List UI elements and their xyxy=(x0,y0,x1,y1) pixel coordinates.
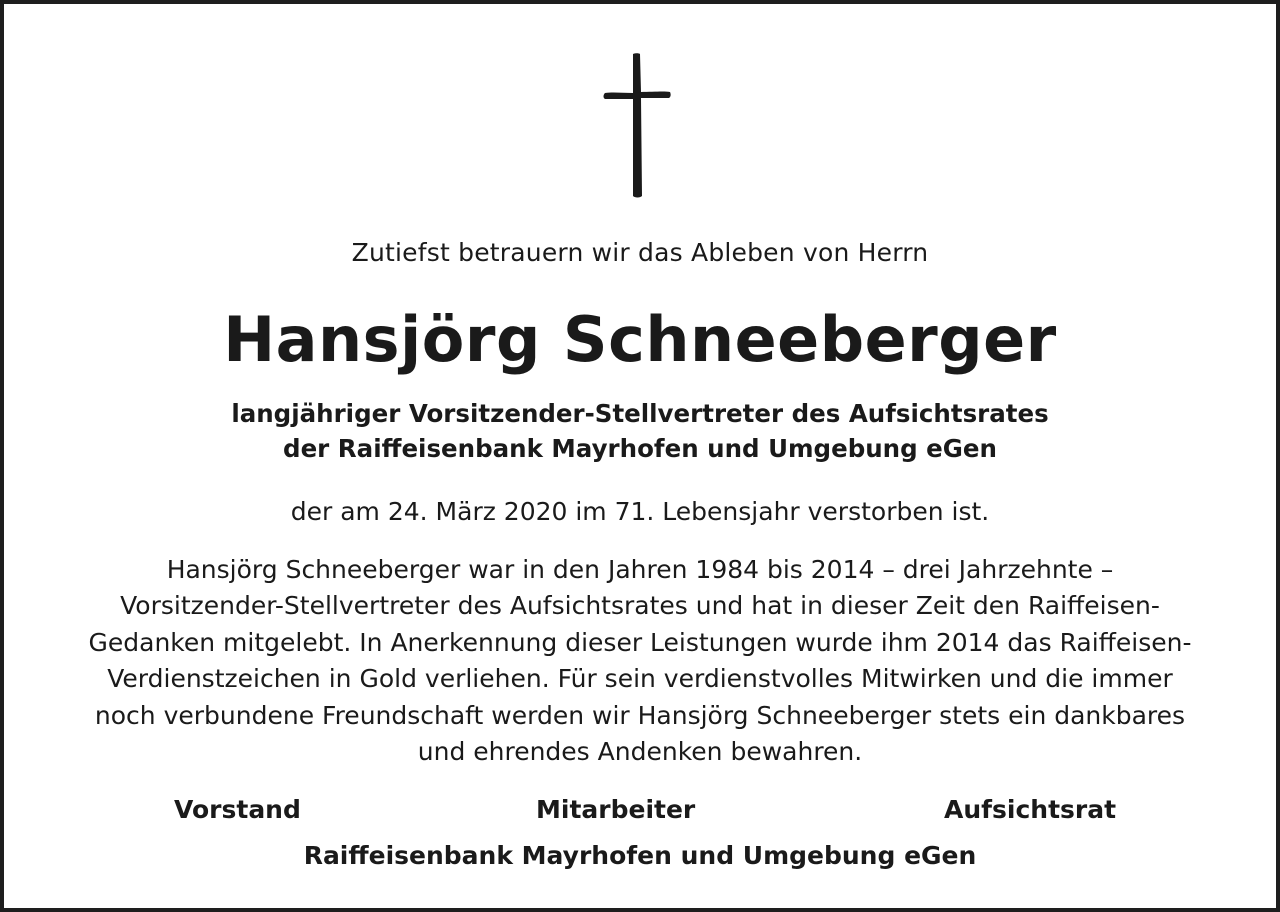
cross-icon xyxy=(602,52,672,200)
deceased-name: Hansjörg Schneeberger xyxy=(223,303,1057,376)
tribute-line: Hansjörg Schneeberger war in den Jahren 1984 bis 2014 – drei Jahrzehnte – xyxy=(166,555,1114,584)
tribute-line: Gedanken mitgelebt. In Anerkennung dieser Leistungen wurde ihm 2014 das Raiffeisen- xyxy=(88,627,1192,657)
death-notice: der am 24. März 2020 im 71. Lebensjahr verstorben ist. xyxy=(290,497,990,526)
intro-text: Zutiefst betrauern wir das Ableben von Herrn xyxy=(351,238,929,267)
organization-name: Raiffeisenbank Mayrhofen und Umgebung eGen xyxy=(303,841,977,870)
signatory-staff: Mitarbeiter xyxy=(536,795,696,824)
role-line-1: langjähriger Vorsitzender-Stellvertreter des Aufsichtsrates xyxy=(231,399,1049,428)
role-description xyxy=(0,396,1280,466)
tribute-line: Verdienstzeichen in Gold verliehen. Für sein verdienstvolles Mitwirken und die immer xyxy=(107,664,1173,694)
role-line-2: der Raiffeisenbank Mayrhofen und Umgebung eGen xyxy=(283,434,997,463)
tribute-line: und ehrendes Andenken bewahren. xyxy=(417,737,863,767)
signatory-board: Vorstand xyxy=(174,795,301,824)
tribute-paragraph xyxy=(30,552,1250,770)
tribute-line: Vorsitzender-Stellvertreter des Aufsichtsrates und hat in dieser Zeit den Raiffeisen- xyxy=(120,591,1160,621)
signatory-supervisory-board: Aufsichtsrat xyxy=(944,795,1117,824)
tribute-line: noch verbundene Freundschaft werden wir Hansjörg Schneeberger stets ein dankbares xyxy=(94,700,1186,730)
